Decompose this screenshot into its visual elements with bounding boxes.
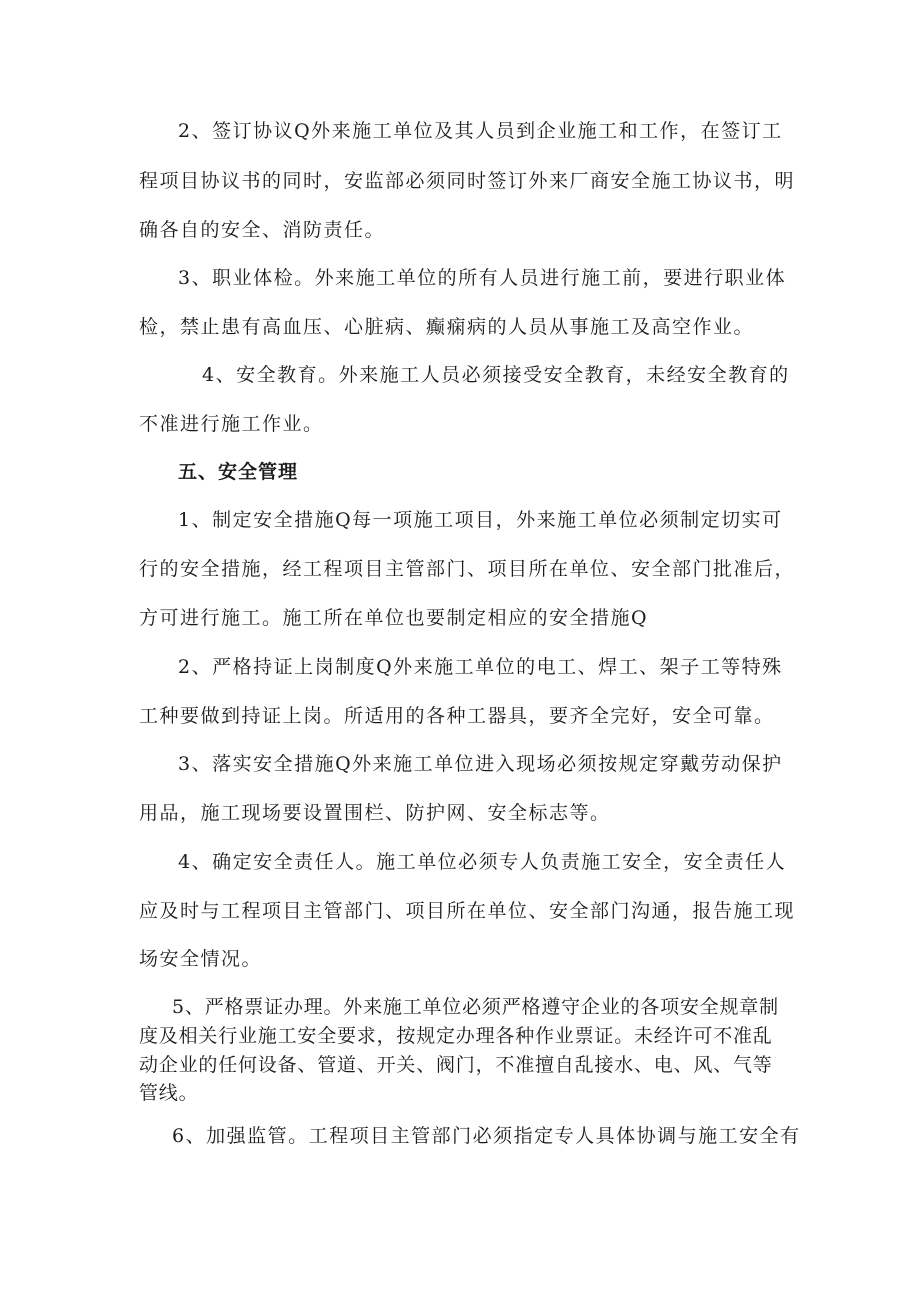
paragraph-1-line-2: 程项目协议书的同时，安监部必须同时签订外来厂商安全施工协议书，明 [139,170,796,192]
paragraph-8-line-3: 动企业的任何设备、管道、开关、阀门，不准擅自乱接水、电、风、气等 [139,1054,773,1076]
paragraph-6-line-1: 3、落实安全措施Q外来施工单位进入现场必须按规定穿戴劳动保护 [178,753,783,775]
paragraph-7-line-2: 应及时与工程项目主管部门、项目所在单位、安全部门沟通，报告施工现 [139,900,796,922]
paragraph-1-line-3: 确各自的安全、消防责任。 [139,219,386,241]
paragraph-5-line-1: 2、严格持证上岗制度Q外来施工单位的电工、焊工、架子工等特殊 [178,656,783,678]
paragraph-5-line-2: 工种要做到持证上岗。所适用的各种工器具，要齐全完好，安全可靠。 [139,705,775,727]
paragraph-3-line-2: 不准进行施工作业。 [139,413,324,435]
paragraph-9-line-1: 6、加强监管。工程项目主管部门必须指定专人具体协调与施工安全有 [172,1125,801,1147]
paragraph-6-line-2: 用品，施工现场要设置围栏、防护网、安全标志等。 [139,802,611,824]
paragraph-7-line-3: 场安全情况。 [139,948,263,970]
paragraph-4-line-2: 行的安全措施，经工程项目主管部门、项目所在单位、安全部门批准后， [139,558,796,580]
paragraph-1-line-1: 2、签订协议Q外来施工单位及其人员到企业施工和工作，在签订工 [178,120,783,142]
paragraph-4-line-3: 方可进行施工。施工所在单位也要制定相应的安全措施Q [139,607,649,629]
paragraph-8-line-4: 管线。 [139,1082,199,1104]
paragraph-7-line-1: 4、确定安全责任人。施工单位必须专人负责施工安全，安全责任人 [178,851,787,873]
paragraph-8-line-2: 度及相关行业施工安全要求，按规定办理各种作业票证。未经许可不准乱 [139,1025,773,1047]
section-heading: 五、安全管理 [178,461,299,483]
paragraph-2-line-1: 3、职业体检。外来施工单位的所有人员进行施工前，要进行职业体 [178,267,787,289]
paragraph-8-line-1: 5、严格票证办理。外来施工单位必须严格遵守企业的各项安全规章制 [172,996,779,1018]
paragraph-4-line-1: 1、制定安全措施Q每一项施工项目，外来施工单位必须制定切实可 [178,509,783,531]
paragraph-3-line-1: 4、安全教育。外来施工人员必须接受安全教育，未经安全教育的 [202,364,790,386]
paragraph-2-line-2: 检，禁止患有高血压、心脏病、癫痫病的人员从事施工及高空作业。 [139,316,755,338]
